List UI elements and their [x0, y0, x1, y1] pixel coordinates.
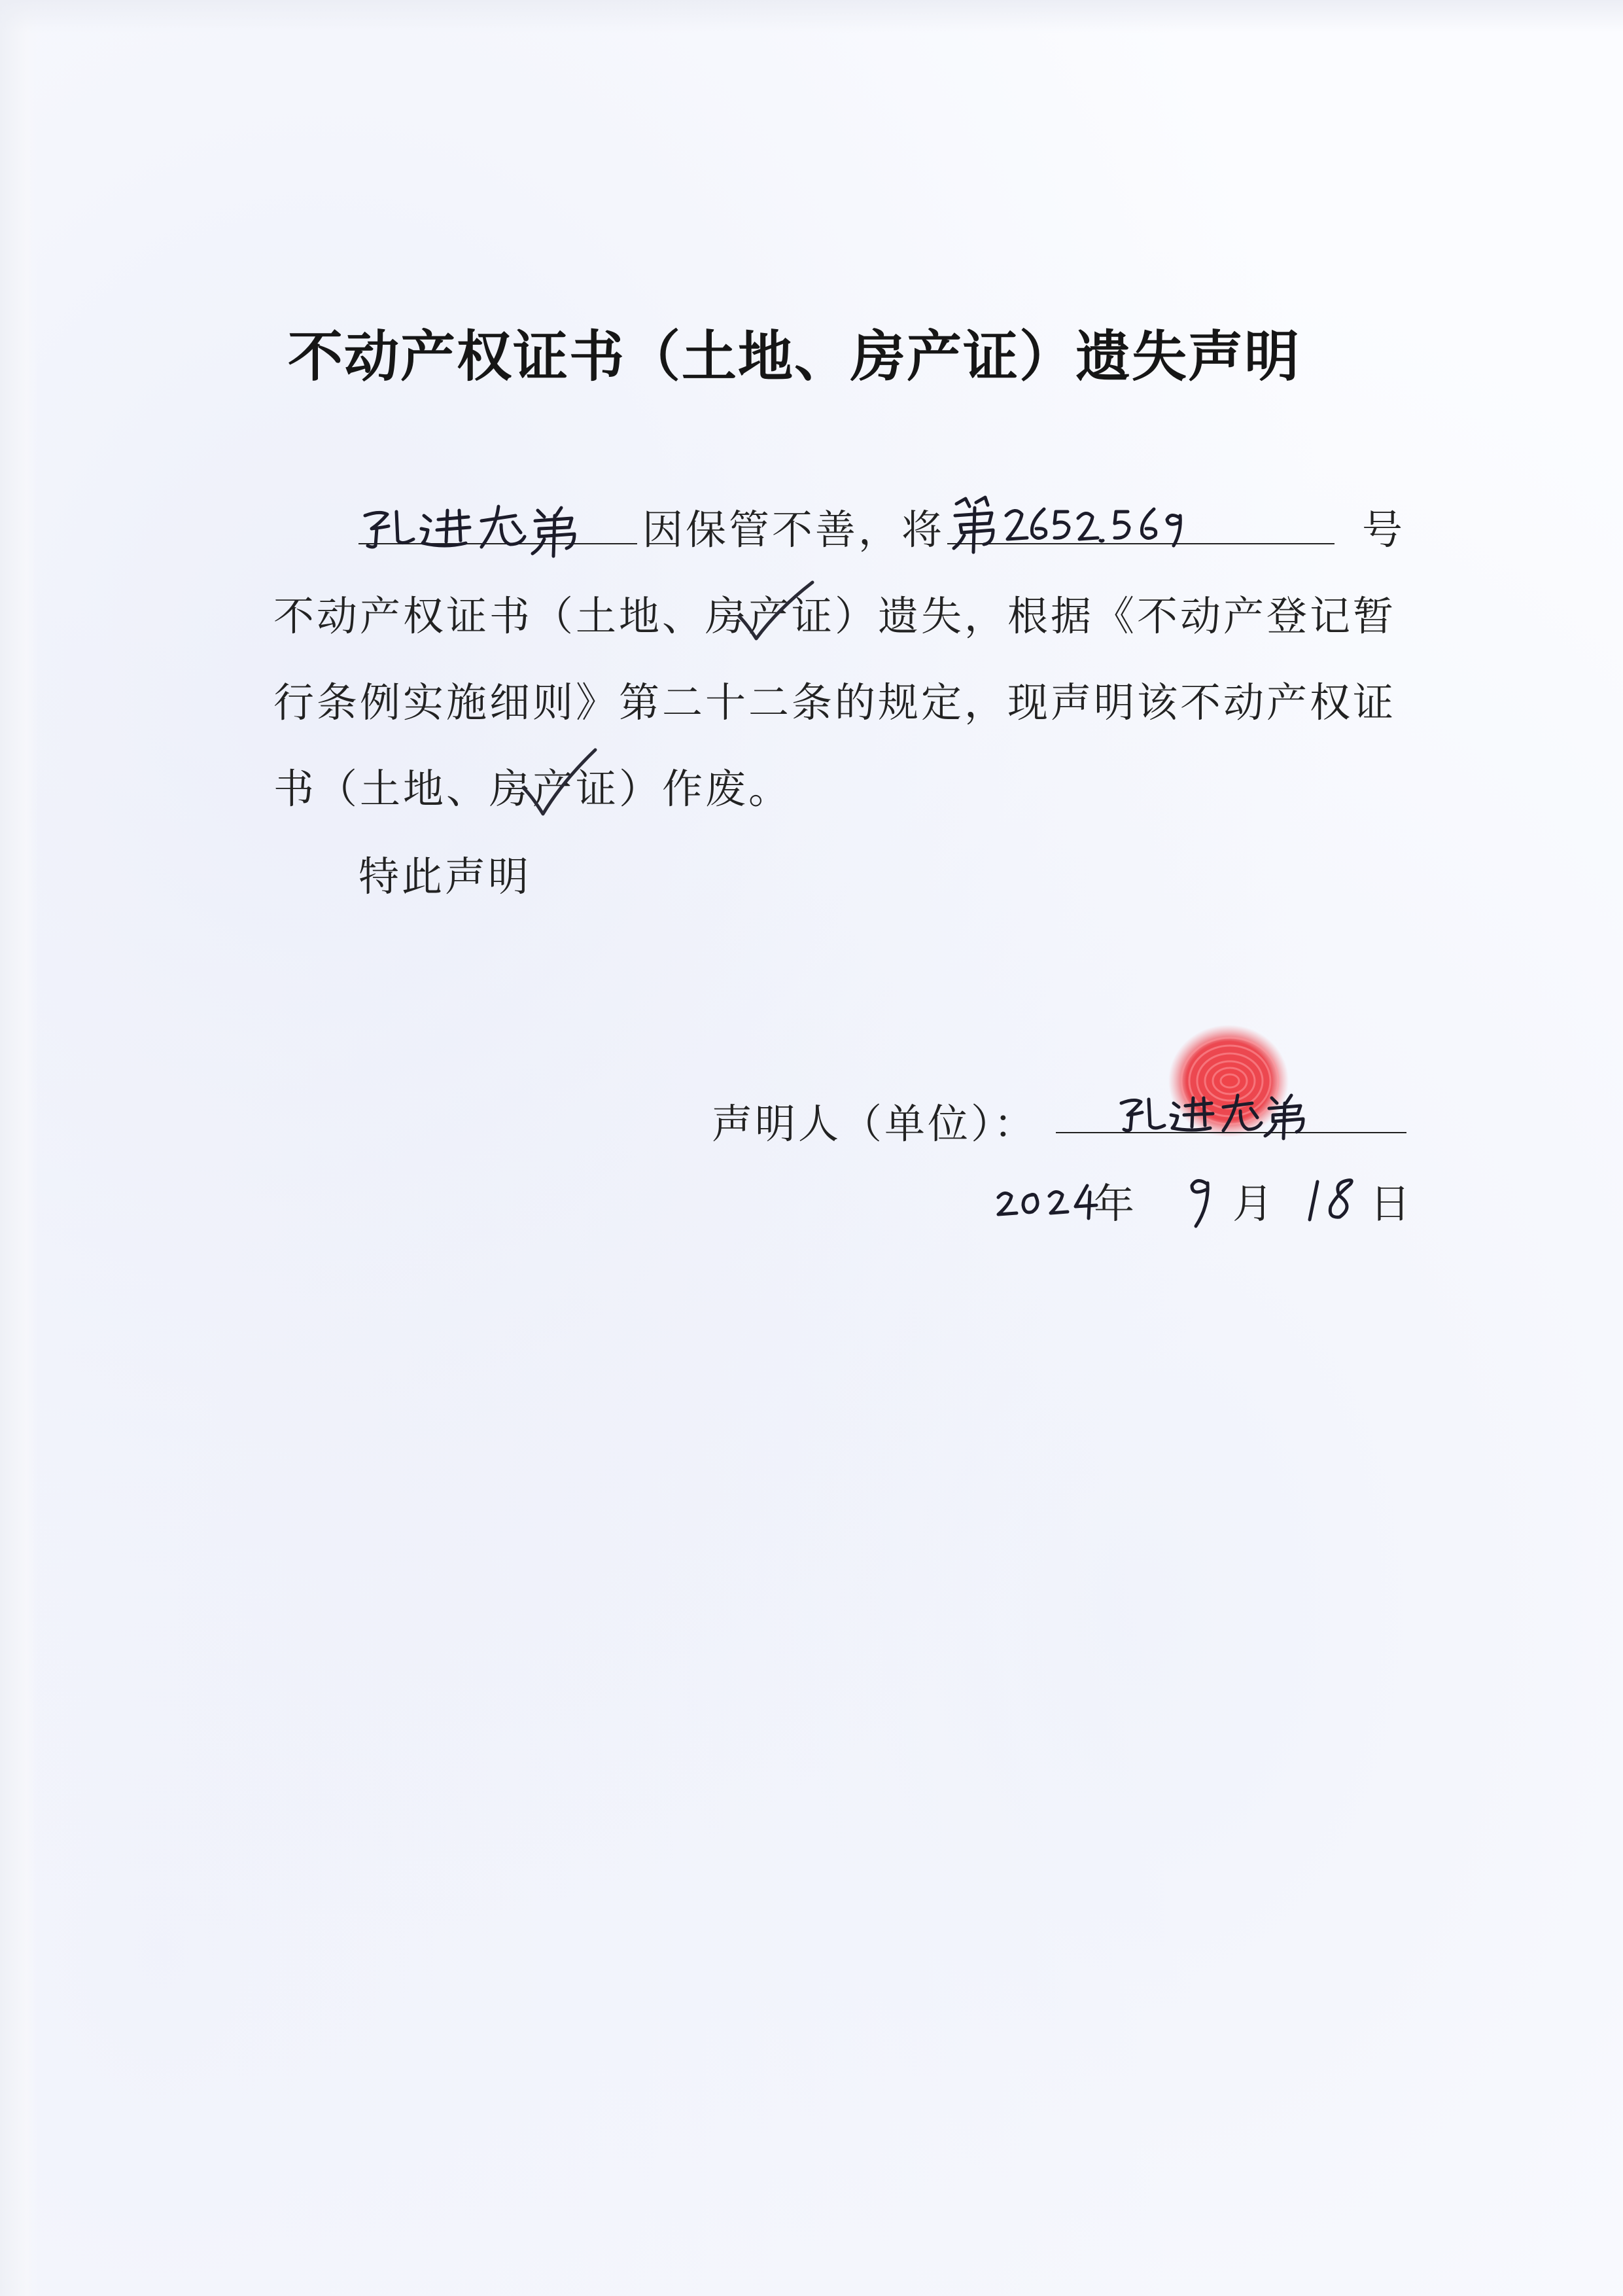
body-line-4: 书（土地、房产证）作废。 [273, 765, 792, 813]
checkmark-line-2 [733, 576, 818, 661]
signature-handwriting [1112, 1089, 1348, 1141]
owner-name-handwriting [353, 496, 641, 555]
date-month-handwriting [1178, 1167, 1223, 1233]
body-line-2: 不动产权证书（土地、房产证）遗失，根据《不动产登记暂 [273, 592, 1397, 640]
date-month-char: 月 [1232, 1180, 1276, 1227]
certificate-number-handwriting [947, 489, 1274, 555]
document-title: 不动产权证书（土地、房产证）遗失声明 [288, 325, 1301, 389]
fingerprint-seal [1150, 1008, 1307, 1165]
body-line-3: 行条例实施细则》第二十二条的规定，现声明该不动产权证 [273, 679, 1397, 726]
checkmark-line-4 [517, 745, 602, 836]
reason-text: 因保管不善，将 [642, 506, 945, 554]
date-day-char: 日 [1370, 1180, 1414, 1227]
closing-text: 特此声明 [358, 853, 532, 900]
suffix-hao: 号 [1362, 506, 1406, 554]
paper-top-edge [0, 0, 1623, 33]
paper-left-edge [0, 0, 38, 2296]
date-day-handwriting [1302, 1170, 1374, 1229]
date-year-char: 年 [1094, 1180, 1138, 1227]
signature-label: 声明人（单位）： [712, 1100, 1038, 1148]
